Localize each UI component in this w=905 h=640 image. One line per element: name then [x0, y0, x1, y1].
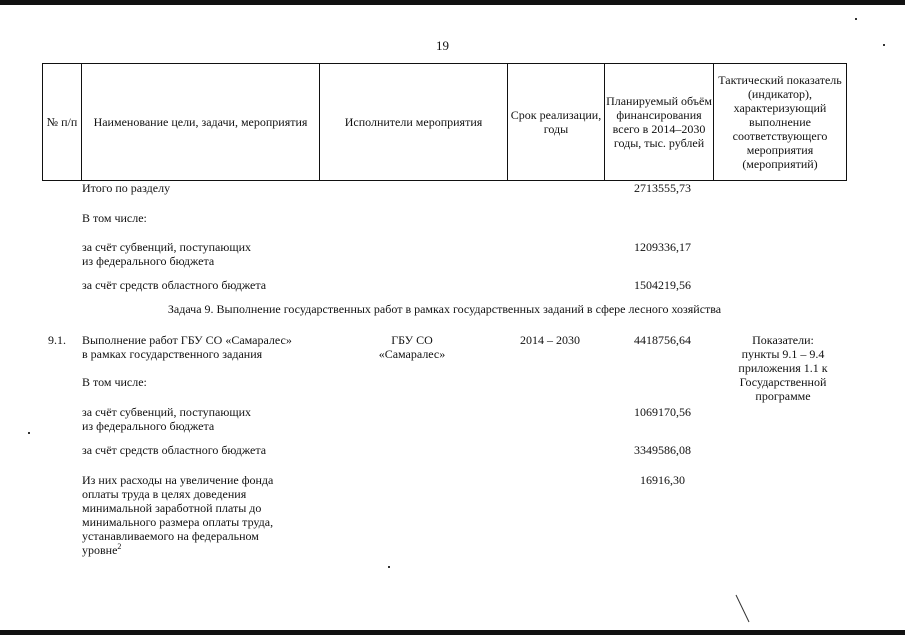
footnote-marker: 2	[117, 542, 122, 551]
table-header	[42, 63, 847, 181]
header-col-executors: Исполнители мероприятия	[344, 115, 483, 129]
section-including-label: В том числе:	[82, 211, 147, 225]
scan-speck	[28, 432, 30, 434]
item-regional-value: 3349586,08	[634, 443, 691, 457]
top-border-line	[0, 0, 905, 5]
item-extra-label	[82, 473, 273, 557]
header-col-indicator: Тактический показатель (индикатор), характеризующий выполнение соответствующего мероприятия (мероприятий)	[718, 73, 842, 171]
section-total-label: Итого по разделу	[82, 181, 171, 195]
section-total-value: 2713555,73	[634, 181, 691, 195]
item-indicator: Показатели: пункты 9.1 – 9.4 приложения 1.1 к Государственной программе	[738, 333, 828, 403]
item-value: 4418756,64	[634, 333, 691, 347]
bottom-border-line	[0, 630, 905, 635]
item-extra-text: Из них расходы на увеличение фонда оплаты труда в целях доведения минимальной заработной платы до минимального размера оплаты труда, устанавливаемого на федеральном уровне	[82, 473, 274, 557]
section-regional-label: за счёт средств областного бюджета	[82, 278, 267, 292]
item-regional-label: за счёт средств областного бюджета	[82, 443, 267, 457]
scan-stroke	[733, 592, 753, 626]
task-title: Задача 9. Выполнение государственных работ в рамках государственных заданий в сфере лесного хозяйства	[167, 302, 722, 316]
header-col-term: Срок реализации, годы	[510, 108, 602, 136]
item-federal-label: за счёт субвенций, поступающих из федерального бюджета	[82, 405, 251, 433]
page-number: 19	[436, 38, 449, 53]
scan-speck	[388, 566, 390, 568]
header-col-number: № п/п	[46, 115, 78, 129]
item-federal-value: 1069170,56	[634, 405, 691, 419]
scan-speck	[883, 44, 885, 46]
item-executor: ГБУ СО «Самаралес»	[378, 333, 446, 361]
item-number: 9.1.	[48, 333, 66, 347]
header-col-name: Наименование цели, задачи, мероприятия	[93, 115, 308, 129]
section-federal-label: за счёт субвенций, поступающих из федерального бюджета	[82, 240, 251, 268]
header-col-financing: Планируемый объём финансирования всего в 2014–2030 годы, тыс. рублей	[606, 94, 712, 150]
section-federal-value: 1209336,17	[634, 240, 691, 254]
item-name: Выполнение работ ГБУ СО «Самаралес» в рамках государственного задания	[82, 333, 292, 361]
item-extra-value: 16916,30	[640, 473, 685, 487]
item-including-label: В том числе:	[82, 375, 147, 389]
item-term: 2014 – 2030	[520, 333, 580, 347]
scan-speck	[855, 18, 857, 20]
section-regional-value: 1504219,56	[634, 278, 691, 292]
